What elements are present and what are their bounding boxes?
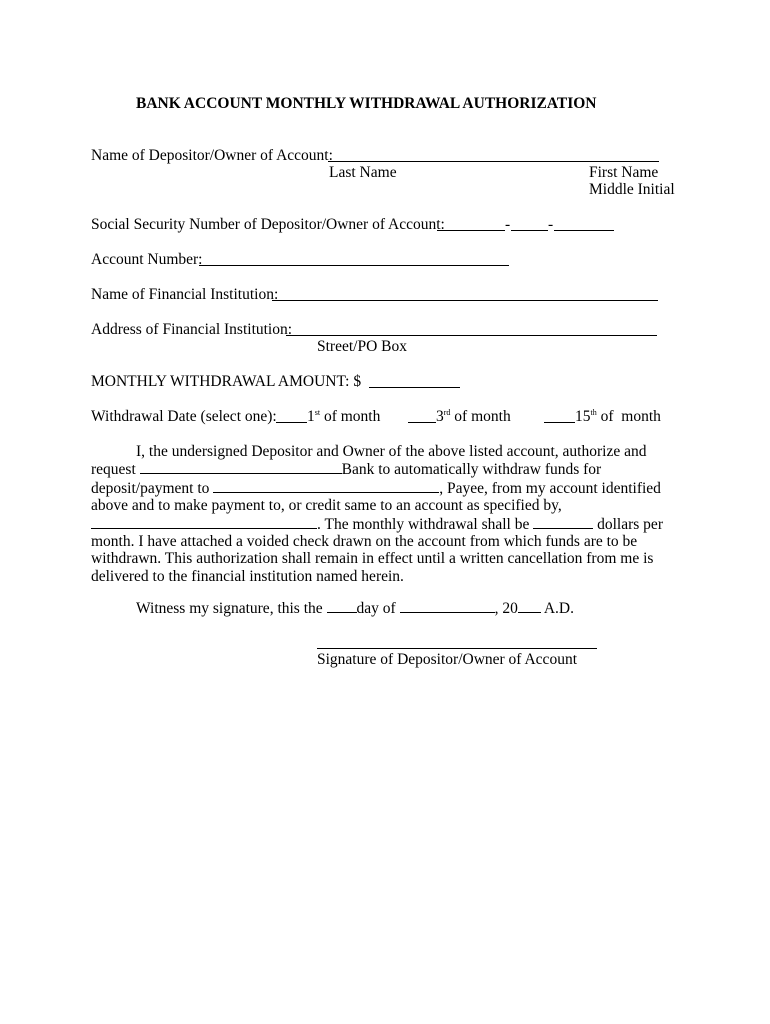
signature-line[interactable] xyxy=(317,648,597,649)
option-15th-label: 15th of month xyxy=(575,408,661,425)
form-title: BANK ACCOUNT MONTHLY WITHDRAWAL AUTHORIZATION xyxy=(136,95,597,112)
withdrawal-amount-field[interactable] xyxy=(369,387,460,388)
ssn-label: Social Security Number of Depositor/Owner of Account: xyxy=(91,216,445,233)
depositor-name-field[interactable] xyxy=(328,161,659,162)
institution-name-label: Name of Financial Institution: xyxy=(91,286,279,303)
ssn-dash: - xyxy=(505,216,511,233)
option-1st-label: 1st of month xyxy=(307,408,381,425)
account-number-label: Account Number: xyxy=(91,251,203,268)
withdrawal-amount-label: MONTHLY WITHDRAWAL AMOUNT: $ xyxy=(91,373,362,390)
specified-by-field[interactable] xyxy=(91,515,317,529)
witness-year-field[interactable] xyxy=(518,599,541,613)
depositor-name-label: Name of Depositor/Owner of Account: xyxy=(91,147,333,164)
option-15th-checkline[interactable] xyxy=(544,422,575,423)
middle-initial-caption: Middle Initial xyxy=(589,181,675,198)
witness-day-field[interactable] xyxy=(327,599,357,613)
first-name-caption: First Name xyxy=(589,164,659,181)
option-3rd-checkline[interactable] xyxy=(408,422,436,423)
authorization-paragraph: I, the undersigned Depositor and Owner of the above listed account, authorize and request Bank to automatically withdraw funds for deposit/payment to , Payee, from my account identified above and to make payment to, or credit same to an account as specified by, . The monthly withdrawal shall be dollars per month. I have attached a voided check drawn on the account from which funds are to be withdrawn. This authorization shall remain in effect until a written cancellation from me is delivered to the financial institution named herein. xyxy=(91,443,663,585)
option-3rd-label: 3rd of month xyxy=(436,408,511,425)
institution-address-label: Address of Financial Institution: xyxy=(91,321,293,338)
ssn-field-part1[interactable] xyxy=(437,230,505,231)
witness-line: Witness my signature, this the day of , 20 A.D. xyxy=(136,600,574,617)
signature-caption: Signature of Depositor/Owner of Account xyxy=(317,651,577,668)
option-1st-checkline[interactable] xyxy=(276,422,307,423)
ssn-field-part3[interactable] xyxy=(554,230,614,231)
account-number-field[interactable] xyxy=(199,265,509,266)
institution-address-field[interactable] xyxy=(286,335,657,336)
ssn-dash: - xyxy=(548,216,554,233)
last-name-caption: Last Name xyxy=(329,164,397,181)
ssn-field-part2[interactable] xyxy=(511,230,548,231)
street-po-box-caption: Street/PO Box xyxy=(317,338,407,355)
witness-month-field[interactable] xyxy=(400,599,495,613)
monthly-dollars-field[interactable] xyxy=(533,515,593,529)
institution-name-field[interactable] xyxy=(272,300,658,301)
payee-field[interactable] xyxy=(213,479,439,493)
bank-name-field[interactable] xyxy=(140,460,342,474)
withdrawal-date-label: Withdrawal Date (select one): xyxy=(91,408,277,425)
